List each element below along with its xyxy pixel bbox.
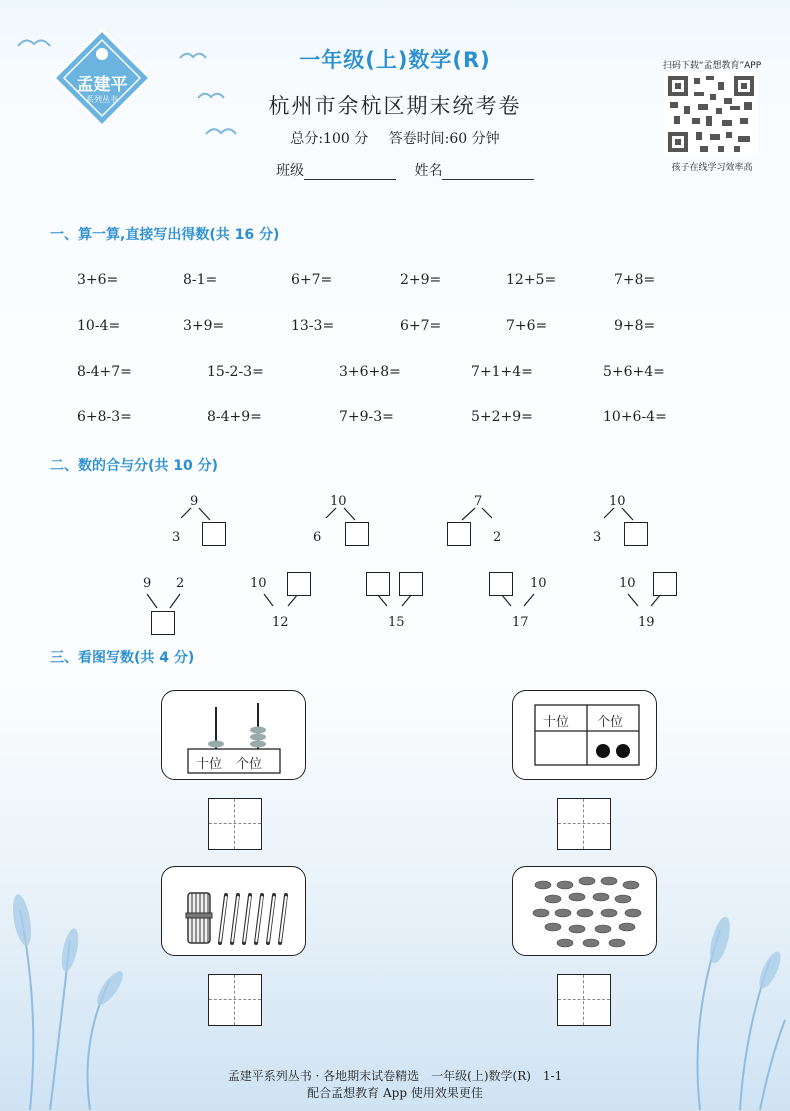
problem: 5+6+4=	[603, 364, 665, 380]
bond-part: 9	[143, 576, 152, 591]
problem: 10+6-4=	[603, 409, 667, 425]
problem: 15-2-3=	[207, 364, 264, 380]
problem: 13-3=	[291, 318, 335, 334]
bond-whole: 10	[609, 494, 626, 509]
answer-box[interactable]	[489, 572, 513, 596]
bond-part: 2	[176, 576, 185, 591]
exam-title: 一年级(上)数学(R)	[299, 48, 491, 72]
problem: 3+9=	[183, 318, 225, 334]
abacus-drawing	[162, 691, 305, 779]
section-3-heading: 三、看图写数(共 4 分)	[50, 650, 195, 666]
abacus-picture	[161, 690, 306, 780]
answer-box[interactable]	[202, 522, 226, 546]
bond-whole: 9	[190, 494, 199, 509]
table-tens-label: 十位	[543, 715, 570, 730]
place-value-table	[513, 691, 656, 779]
bond-total: 15	[388, 615, 405, 630]
qr-caption-top: 扫码下载“孟想教育”APP	[662, 61, 762, 71]
place-value-picture	[512, 690, 657, 780]
problem: 8-1=	[183, 272, 218, 288]
problem: 6+7=	[400, 318, 442, 334]
problem: 8-4+7=	[77, 364, 132, 380]
problem: 8-4+9=	[207, 409, 262, 425]
problem: 6+7=	[291, 272, 333, 288]
problem: 7+9-3=	[339, 409, 394, 425]
bond-part: 10	[250, 576, 267, 591]
exam-subtitle: 杭州市余杭区期末统考卷	[268, 94, 522, 118]
problem: 12+5=	[506, 272, 557, 288]
problem: 9+8=	[614, 318, 656, 334]
answer-box[interactable]	[151, 611, 175, 635]
problem: 10-4=	[77, 318, 121, 334]
problem: 7+1+4=	[471, 364, 533, 380]
abacus-tens-label: 十位	[196, 757, 223, 772]
bond-total: 12	[272, 615, 289, 630]
bond-total: 17	[512, 615, 529, 630]
bond-whole: 7	[474, 494, 483, 509]
abacus-ones-label: 个位	[236, 757, 263, 772]
qr-caption-bottom: 孩子在线学习效率高	[671, 163, 753, 173]
problem: 5+2+9=	[471, 409, 533, 425]
problem: 3+6=	[77, 272, 119, 288]
answer-grid[interactable]	[557, 798, 611, 850]
table-ones-label: 个位	[597, 715, 624, 730]
bond-whole: 10	[330, 494, 347, 509]
class-label: 班级	[276, 163, 304, 179]
problem: 2+9=	[400, 272, 442, 288]
logo-subtitle: 系列丛书	[86, 95, 118, 104]
problem: 7+6=	[506, 318, 548, 334]
bond-part: 3	[593, 530, 602, 545]
answer-box[interactable]	[399, 572, 423, 596]
bond-part: 3	[172, 530, 181, 545]
footer-series: 孟建平系列丛书 · 各地期末试卷精选 一年级(上)数学(R) 1-1	[227, 1069, 563, 1083]
name-label: 姓名	[414, 163, 443, 179]
bond-part: 10	[619, 576, 636, 591]
section-2-heading: 二、数的合与分(共 10 分)	[50, 458, 219, 474]
section-1-heading: 一、算一算,直接写出得数(共 16 分)	[50, 227, 280, 243]
answer-box[interactable]	[624, 522, 648, 546]
answer-box[interactable]	[366, 572, 390, 596]
bond-part: 10	[530, 576, 547, 591]
bond-part: 6	[313, 530, 322, 545]
answer-box[interactable]	[287, 572, 311, 596]
footer-tagline: 配合孟想教育 App 使用效果更佳	[307, 1086, 483, 1100]
problem: 6+8-3=	[77, 409, 132, 425]
bond-total: 19	[638, 615, 655, 630]
answer-box[interactable]	[345, 522, 369, 546]
answer-box[interactable]	[653, 572, 677, 596]
problem: 7+8=	[614, 272, 656, 288]
answer-grid[interactable]	[208, 798, 262, 850]
logo-name: 孟建平	[76, 75, 128, 95]
problem: 3+6+8=	[339, 364, 401, 380]
exam-time: 答卷时间:60 分钟	[388, 131, 500, 147]
answer-box[interactable]	[447, 522, 471, 546]
total-score: 总分:100 分	[290, 131, 369, 147]
bond-part: 2	[493, 530, 502, 545]
